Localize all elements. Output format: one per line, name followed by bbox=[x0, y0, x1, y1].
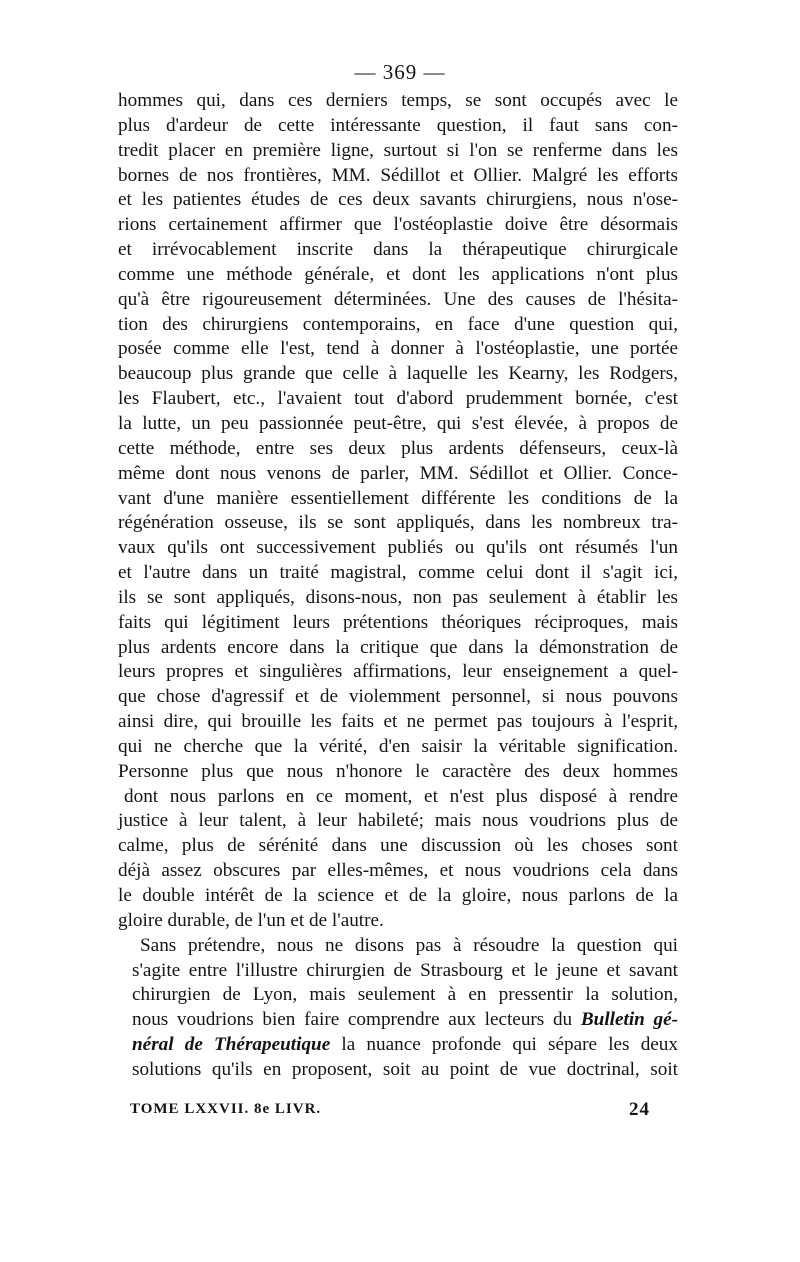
text-run: nous voudrions bien faire comprendre aux lecteurs du bbox=[132, 1009, 581, 1031]
text-line: que chose d'agressif et de violemment personnel, si nous pouvons bbox=[118, 686, 678, 708]
text-line: comme une méthode générale, et dont les applications n'ont plus bbox=[118, 263, 678, 285]
text-line: posée comme elle l'est, tend à donner à l'ostéoplastie, une portée bbox=[118, 338, 678, 360]
text-line bbox=[118, 1033, 678, 1058]
text-line: ils se sont appliqués, disons-nous, non pas seulement à établir les bbox=[118, 586, 678, 608]
text-line: leurs propres et singulières affirmations, leur enseignement a quel- bbox=[118, 661, 678, 683]
text-line: et les patientes études de ces deux savants chirurgiens, nous n'ose- bbox=[118, 189, 678, 211]
text-line: faits qui légitiment leurs prétentions théoriques réciproques, mais bbox=[118, 611, 678, 633]
text-line: tredit placer en première ligne, surtout si l'on se renferme dans les bbox=[118, 139, 678, 161]
text-line: le double intérêt de la science et de la gloire, nous parlons de la bbox=[118, 885, 678, 906]
text-line: calme, plus de sérénité dans une discussion où les choses sont bbox=[118, 835, 678, 857]
text-line: cette méthode, entre ses deux plus ardents défenseurs, ceux-là bbox=[118, 437, 678, 459]
text-line: bornes de nos frontières, MM. Sédillot et Ollier. Malgré les efforts bbox=[118, 164, 678, 186]
text-line: la lutte, un peu passionnée peut-être, qui s'est élevée, à propos de bbox=[118, 412, 678, 434]
text-line: Sans prétendre, nous ne disons pas à résoudre la question qui bbox=[140, 934, 678, 956]
text-line: dont nous parlons en ce moment, et n'est plus disposé à rendre bbox=[124, 785, 678, 807]
text-line: qu'à être rigoureusement déterminées. Une des causes de l'hésita- bbox=[118, 288, 678, 310]
text-run: la nuance profonde qui sépare les deux bbox=[330, 1034, 678, 1056]
text-line: vaux qu'ils ont successivement publiés ou qu'ils ont résumés l'un bbox=[118, 537, 678, 559]
text-line: hommes qui, dans ces derniers temps, se sont occupés avec le bbox=[118, 90, 678, 111]
text-line: même dont nous venons de parler, MM. Sédillot et Ollier. Conce- bbox=[118, 462, 678, 484]
text-line: s'agite entre l'illustre chirurgien de Strasbourg et le jeune et savant bbox=[132, 959, 678, 981]
text-line: ainsi dire, qui brouille les faits et ne permet pas toujours à l'esprit, bbox=[118, 711, 678, 733]
text-line: rions certainement affirmer que l'ostéoplastie doive être désormais bbox=[118, 214, 678, 236]
text-line: qui ne cherche que la vérité, d'en saisir la véritable signification. bbox=[118, 735, 678, 757]
printer-signature: TOME LXXVII. 8e LIVR. bbox=[130, 1101, 322, 1117]
text-line: régénération osseuse, ils se sont appliqués, dans les nombreux tra- bbox=[118, 512, 678, 534]
italic-title-run: Bulletin gé- bbox=[580, 1009, 679, 1031]
text-line: plus d'ardeur de cette intéressante question, il faut sans con- bbox=[118, 114, 678, 136]
text-line: plus ardents encore dans la critique que dans la démonstration de bbox=[118, 636, 678, 658]
text-line: tion des chirurgiens contemporains, en face d'une question qui, bbox=[118, 313, 678, 335]
italic-title-run: néral de Thérapeutique bbox=[132, 1034, 331, 1056]
sheet-number: 24 bbox=[629, 1099, 650, 1120]
text-line: Personne plus que nous n'honore le caractère des deux hommes bbox=[118, 760, 678, 782]
text-line: justice à leur talent, à leur habileté; mais nous voudrions plus de bbox=[118, 810, 678, 832]
text-line: vant d'une manière essentiellement différente les conditions de la bbox=[118, 487, 678, 509]
text-line: déjà assez obscures par elles-mêmes, et nous voudrions cela dans bbox=[118, 860, 678, 882]
text-line: gloire durable, de l'un et de l'autre. bbox=[118, 909, 384, 931]
body-text bbox=[118, 89, 678, 1083]
text-line: chirurgien de Lyon, mais seulement à en pressentir la solution, bbox=[132, 984, 678, 1006]
text-line: beaucoup plus grande que celle à laquelle les Kearny, les Rodgers, bbox=[118, 363, 678, 385]
text-line: solutions qu'ils en proposent, soit au point de vue doctrinal, soit bbox=[132, 1058, 678, 1080]
text-line: et irrévocablement inscrite dans la thérapeutique chirurgicale bbox=[118, 239, 678, 261]
page-number: — 369 — bbox=[354, 60, 446, 84]
text-line: et l'autre dans un traité magistral, comme celui dont il s'agit ici, bbox=[118, 562, 678, 584]
text-line bbox=[118, 1008, 678, 1033]
text-line: les Flaubert, etc., l'avaient tout d'abord prudemment bornée, c'est bbox=[118, 388, 678, 410]
